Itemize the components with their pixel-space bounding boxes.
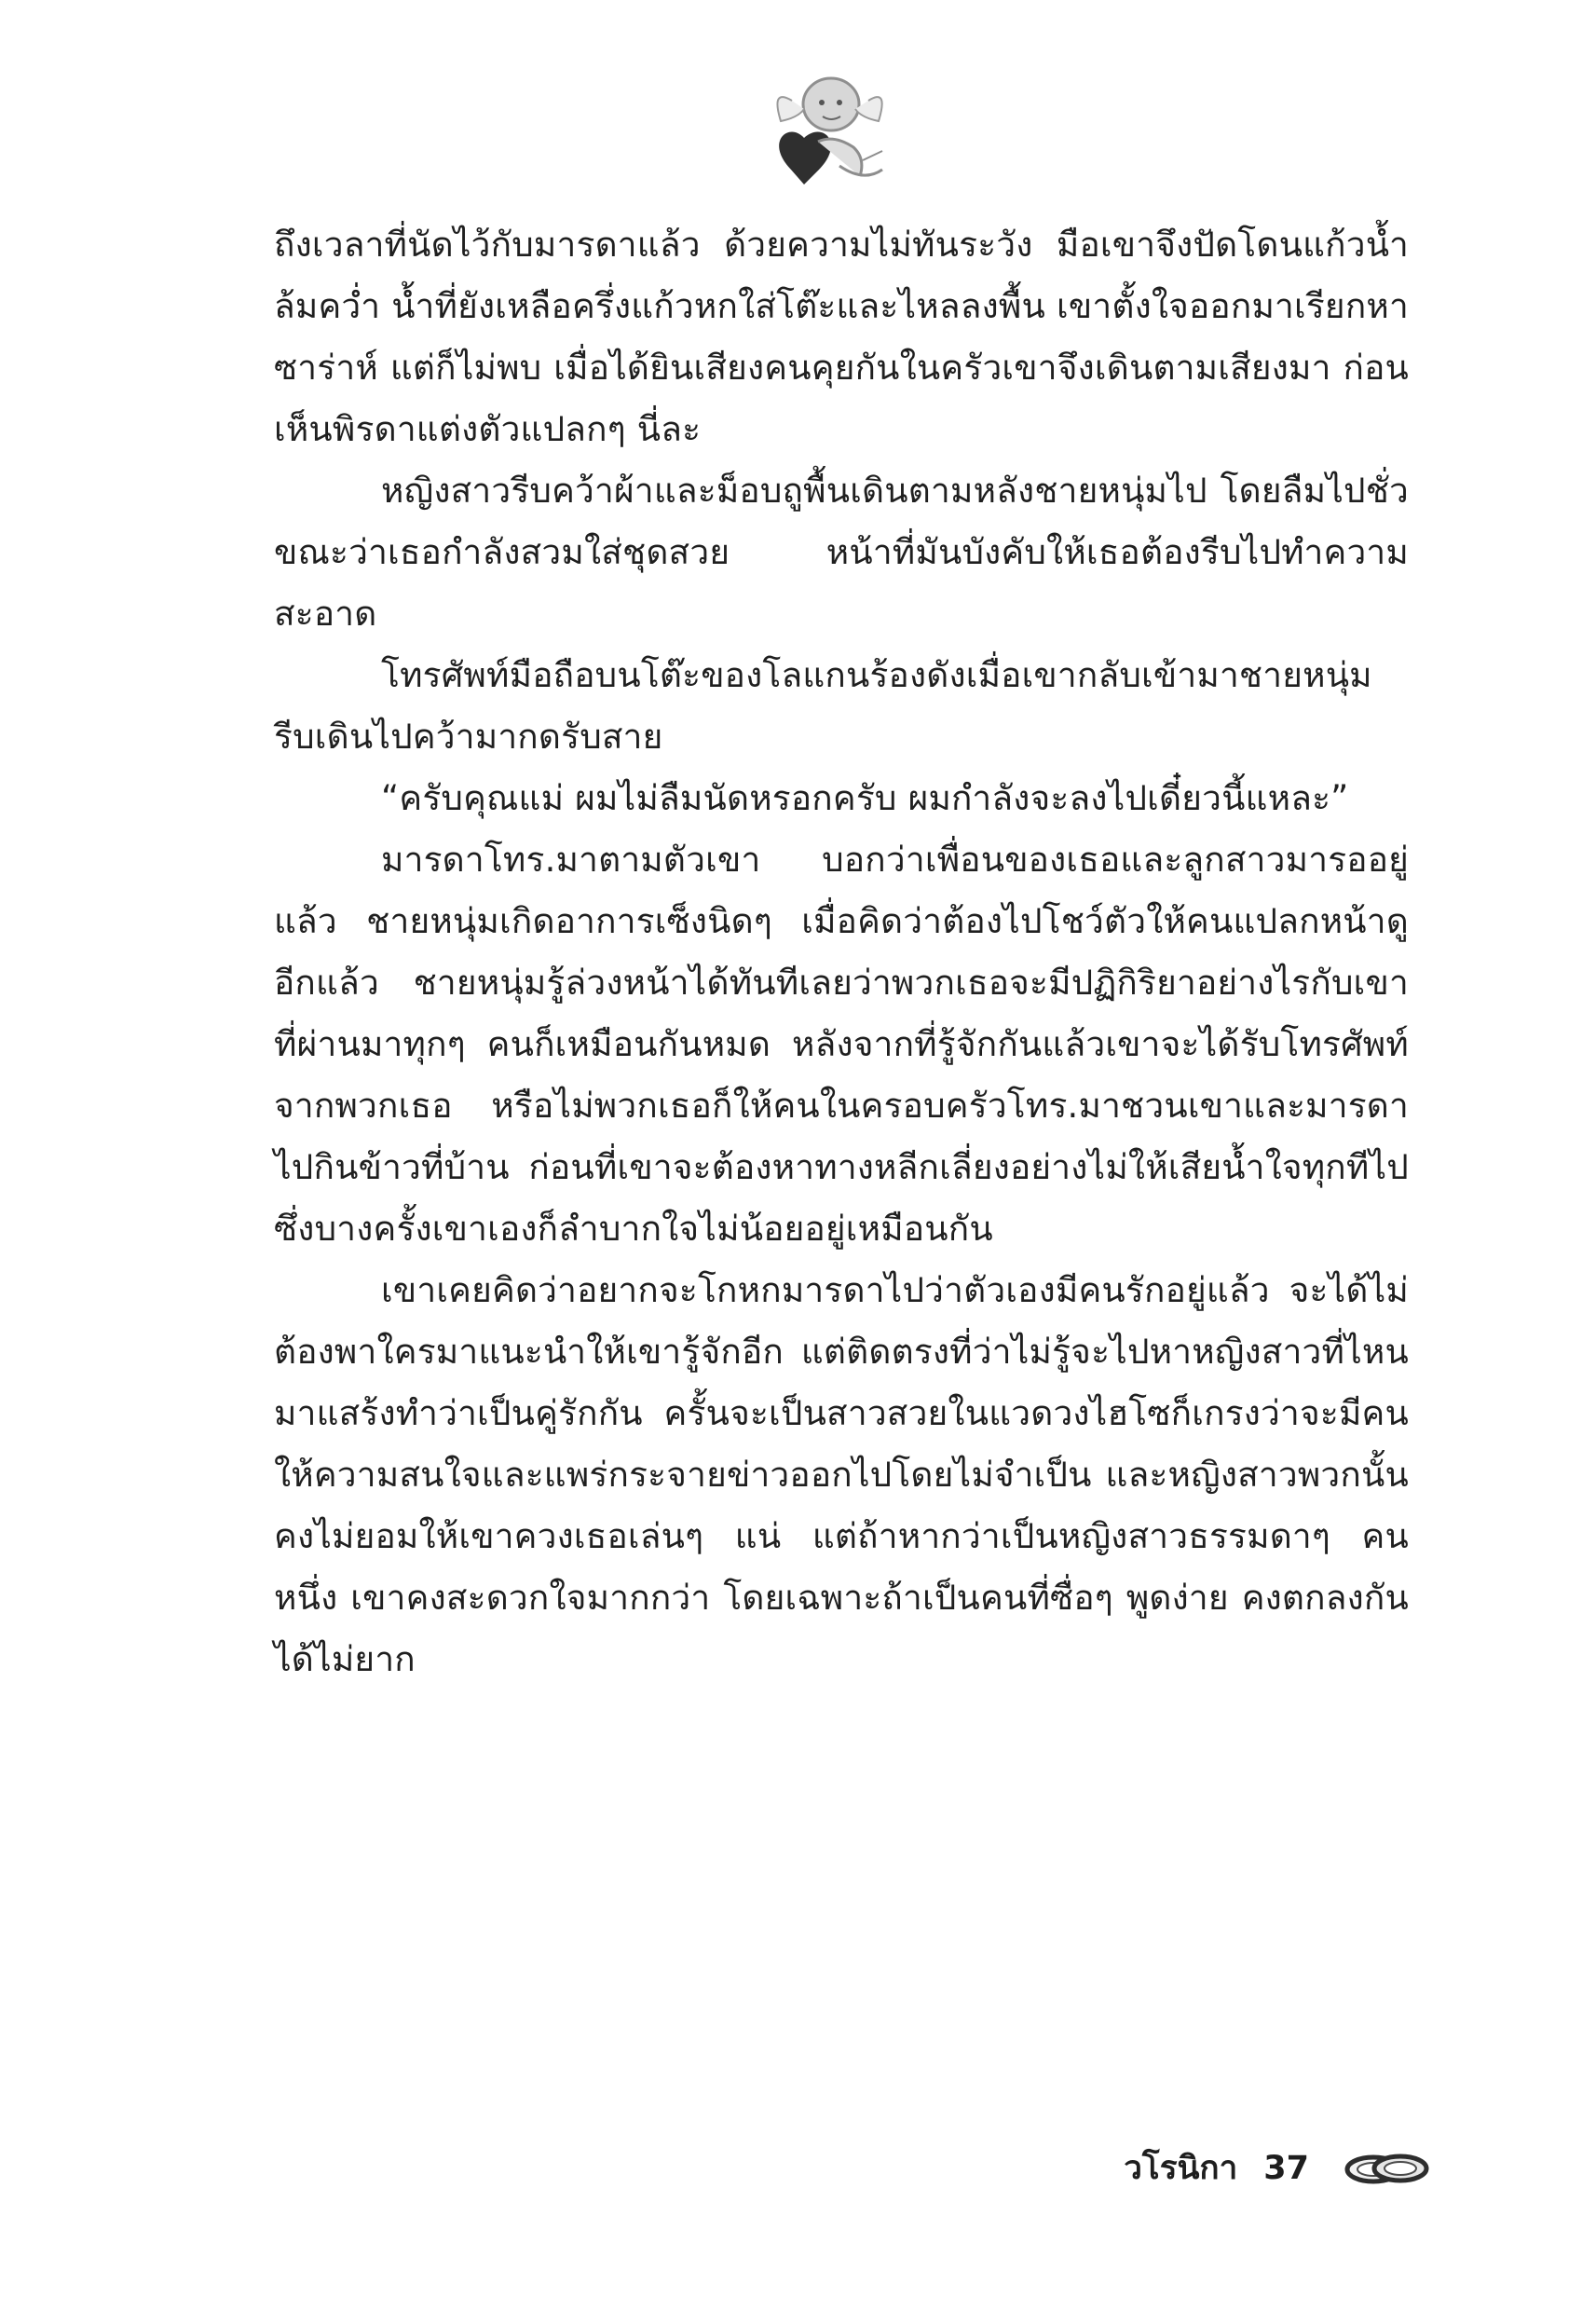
paragraph: โทรศัพท์มือถือบนโต๊ะของโลแกนร้องดังเมื่อเขากลับเข้ามาชายหนุ่มรีบเดินไปคว้ามากดรับสาย [274,655,1372,757]
book-title: วโรนิกา [1124,2150,1238,2187]
page-number: 37 [1263,2149,1309,2187]
paragraph: “ครับคุณแม่ ผมไม่ลืมนัดหรอกครับ ผมกำลังจะลงไปเดี๋ยวนี้แหละ” [381,778,1349,818]
body-text [274,214,1409,1690]
wedding-rings-icon [1335,2143,1438,2194]
cupid-heart-icon [759,65,899,196]
paragraph: มารดาโทร.มาตามตัวเขา บอกว่าเพื่อนของเธอและลูกสาวมารออยู่แล้ว ชายหนุ่มเกิดอาการเซ็งนิดๆ เมื่อคิดว่าต้องไปโชว์ตัวให้คนแปลกหน้าดูอีกแล้ว ชายหนุ่มรู้ล่วงหน้าได้ทันทีเลยว่าพวกเธอจะมีปฏิกิริยาอย่างไรกับเขา ที่ผ่านมาทุกๆ คนก็เหมือนกันหมด หลังจากที่รู้จักกันแล้วเขาจะได้รับโทรศัพท์จากพวกเธอ หรือไม่พวกเธอก็ให้คนในครอบครัวโทร.มาชวนเขาและมารดาไปกินข้าวที่บ้าน ก่อนที่เขาจะต้องหาทางหลีกเลี่ยงอย่างไม่ให้เสียน้ำใจทุกทีไป ซึ่งบางครั้งเขาเองก็ลำบากใจไม่น้อยอยู่เหมือนกัน [274,840,1409,1249]
paragraph: หญิงสาวรีบคว้าผ้าและม็อบถูพื้นเดินตามหลังชายหนุ่มไป โดยลืมไปชั่วขณะว่าเธอกำลังสวมใส่ชุดสวย หน้าที่มันบังคับให้เธอต้องรีบไปทำความสะอาด [274,471,1409,634]
paragraph: เขาเคยคิดว่าอยากจะโกหกมารดาไปว่าตัวเองมีคนรักอยู่แล้ว จะได้ไม่ต้องพาใครมาแนะนำให้เขารู้จักอีก แต่ติดตรงที่ว่าไม่รู้จะไปหาหญิงสาวที่ไหนมาแสร้งทำว่าเป็นคู่รักกัน ครั้นจะเป็นสาวสวยในแวดวงไฮโซก็เกรงว่าจะมีคนให้ความสนใจและแพร่กระจายข่าวออกไปโดยไม่จำเป็น และหญิงสาวพวกนั้นคงไม่ยอมให้เขาควงเธอเล่นๆ แน่ แต่ถ้าหากว่าเป็นหญิงสาวธรรมดาๆ คนหนึ่ง เขาคงสะดวกใจมากกว่า โดยเฉพาะถ้าเป็นคนที่ซื่อๆ พูดง่าย คงตกลงกันได้ไม่ยาก [274,1270,1409,1679]
page-footer [1124,2142,1438,2194]
paragraph: ถึงเวลาที่นัดไว้กับมารดาแล้ว ด้วยความไม่ทันระวัง มือเขาจึงปัดโดนแก้วน้ำล้มคว่ำ น้ำที่ยังเหลือครึ่งแก้วหกใส่โต๊ะและไหลลงพื้น เขาตั้งใจออกมาเรียกหาซาร่าห์ แต่ก็ไม่พบ เมื่อได้ยินเสียงคนคุยกันในครัวเขาจึงเดินตามเสียงมา ก่อนเห็นพิรดาแต่งตัวแปลกๆ นี่ละ [274,225,1409,449]
